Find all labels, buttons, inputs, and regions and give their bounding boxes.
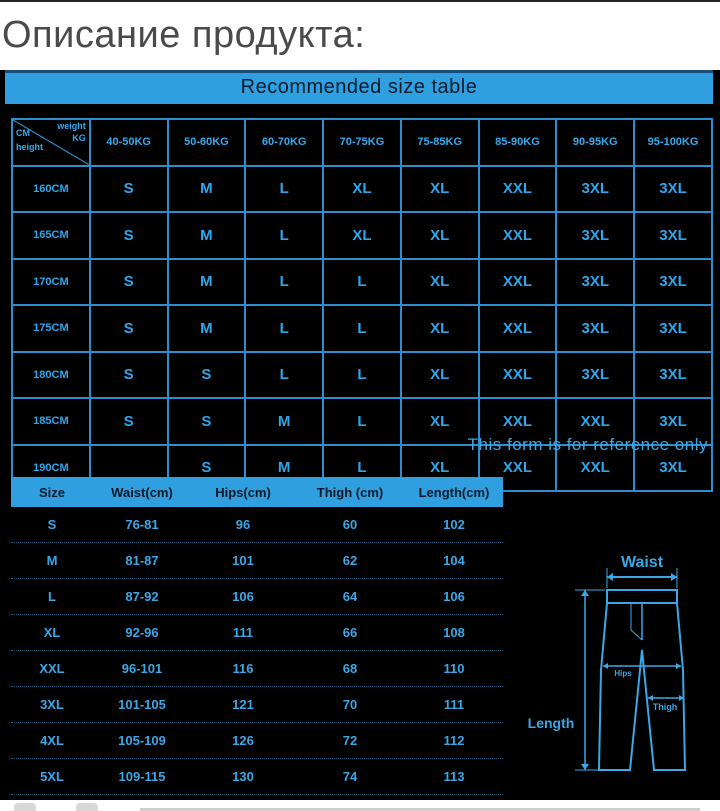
size-cell: XL — [401, 305, 479, 352]
page-header — [0, 0, 720, 70]
weight-column-header: 60-70KG — [245, 119, 323, 166]
measurement-row — [11, 759, 503, 795]
thigh-value: 74 — [342, 769, 358, 784]
size-cell: XL — [323, 166, 401, 213]
thigh-label: Thigh — [652, 702, 678, 712]
size-cell: S — [90, 212, 168, 259]
bottom-strip — [0, 800, 720, 811]
size-cell: L — [323, 445, 401, 492]
size-table-row — [12, 259, 712, 306]
weight-column-header: 40-50KG — [90, 119, 168, 166]
size-cell: L — [245, 259, 323, 306]
length-value: 108 — [443, 625, 465, 640]
size-cell: M — [168, 259, 246, 306]
measurement-row — [11, 651, 503, 687]
thigh-value: 66 — [342, 625, 358, 640]
weight-column-header: 50-60KG — [168, 119, 246, 166]
size-cell: XXL — [479, 305, 557, 352]
header-hips: Hips(cm) — [215, 484, 271, 500]
waist-label: Waist — [620, 554, 664, 571]
size-cell: 3XL — [634, 398, 712, 445]
size-cell: S — [168, 352, 246, 399]
size-cell: 3XL — [634, 212, 712, 259]
size-cell: XL — [401, 352, 479, 399]
measurement-row — [11, 579, 503, 615]
size-cell: 3XL — [556, 166, 634, 213]
corner-weight: weight — [57, 121, 86, 131]
size-table-row — [12, 352, 712, 399]
waist-value: 87-92 — [125, 589, 159, 604]
size-cell: L — [323, 305, 401, 352]
height-row-label: 190CM — [12, 445, 90, 492]
size-cell: S — [90, 305, 168, 352]
size-cell: M — [168, 166, 246, 213]
length-value: 102 — [443, 517, 465, 532]
size-cell: S — [90, 166, 168, 213]
size-table-row — [12, 305, 712, 352]
height-row-label: 175CM — [12, 305, 90, 352]
thigh-value: 72 — [342, 733, 358, 748]
size-cell: M — [245, 398, 323, 445]
size-cell: XXL — [479, 398, 557, 445]
height-row-label: 180CM — [12, 352, 90, 399]
length-value: 104 — [443, 553, 465, 568]
height-row-label: 185CM — [12, 398, 90, 445]
hips-value: 111 — [232, 625, 254, 640]
size-cell: M — [245, 445, 323, 492]
measurement-row — [11, 723, 503, 759]
size-cell: S — [90, 259, 168, 306]
hips-value: 106 — [232, 589, 254, 604]
size-value: XL — [43, 625, 61, 640]
measurement-row — [11, 615, 503, 651]
thigh-value: 64 — [342, 589, 358, 604]
size-cell: L — [323, 259, 401, 306]
size-cell: XXL — [556, 398, 634, 445]
size-value: L — [48, 589, 56, 604]
hips-value: 116 — [232, 661, 254, 676]
pants-diagram — [515, 470, 715, 790]
thigh-value: 60 — [342, 517, 358, 532]
corner-height: height — [16, 142, 43, 152]
size-cell: L — [245, 352, 323, 399]
size-cell: S — [168, 445, 246, 492]
header-size: Size — [38, 484, 65, 500]
page-title: Описание продукта: — [2, 14, 366, 56]
hips-value: 101 — [232, 553, 254, 568]
size-cell: 3XL — [634, 259, 712, 306]
size-value: 4XL — [40, 733, 64, 748]
waist-value: 76-81 — [125, 517, 159, 532]
size-cell: 3XL — [556, 259, 634, 306]
waist-value: 81-87 — [125, 553, 159, 568]
hips-value: 126 — [232, 733, 254, 748]
size-cell: L — [323, 352, 401, 399]
measurement-row — [11, 543, 503, 579]
thigh-value: 62 — [342, 553, 358, 568]
waist-value: 96-101 — [121, 661, 163, 676]
size-cell: 3XL — [634, 352, 712, 399]
length-label: Length — [527, 715, 575, 731]
size-value: 3XL — [40, 697, 64, 712]
size-cell: XXL — [479, 212, 557, 259]
size-cell: XL — [323, 212, 401, 259]
weight-column-header: 95-100KG — [634, 119, 712, 166]
size-cell: XXL — [479, 352, 557, 399]
hips-label: Hips — [614, 669, 632, 678]
size-cell: XL — [401, 259, 479, 306]
size-cell: 3XL — [634, 445, 712, 492]
thumbnail-indicator[interactable] — [76, 803, 98, 811]
size-cell: L — [245, 212, 323, 259]
size-table-corner-cell — [12, 119, 90, 166]
size-cell: S — [90, 352, 168, 399]
size-cell: M — [168, 305, 246, 352]
size-cell: XXL — [479, 445, 557, 492]
reference-note: This form is for reference only — [467, 435, 708, 454]
size-cell: 3XL — [556, 352, 634, 399]
height-row-label: 170CM — [12, 259, 90, 306]
corner-cm: CM — [16, 128, 30, 138]
hips-value: 121 — [232, 697, 254, 712]
length-value: 106 — [443, 589, 465, 604]
size-cell: L — [245, 166, 323, 213]
weight-column-header: 70-75KG — [323, 119, 401, 166]
size-table-header-row — [12, 119, 712, 166]
height-row-label: 160CM — [12, 166, 90, 213]
size-chart-image — [0, 70, 720, 800]
size-cell: XL — [401, 166, 479, 213]
size-value: 5XL — [40, 769, 64, 784]
length-value: 112 — [443, 733, 465, 748]
hips-value: 130 — [232, 769, 254, 784]
weight-column-header: 75-85KG — [401, 119, 479, 166]
size-cell: S — [90, 398, 168, 445]
size-table-banner: Recommended size table — [5, 70, 713, 104]
size-cell: XL — [401, 445, 479, 492]
size-cell: M — [168, 212, 246, 259]
size-value: S — [47, 517, 57, 532]
size-table-row — [12, 166, 712, 213]
measurement-row — [11, 687, 503, 723]
size-value: M — [46, 553, 58, 568]
measurement-table-header — [11, 477, 503, 507]
size-cell: XXL — [479, 259, 557, 306]
size-cell: XXL — [479, 166, 557, 213]
measurement-table-body — [11, 507, 503, 795]
size-cell: XXL — [556, 445, 634, 492]
header-length: Length(cm) — [418, 484, 490, 500]
hips-value: 96 — [235, 517, 251, 532]
size-cell: 3XL — [634, 166, 712, 213]
size-cell: 3XL — [556, 212, 634, 259]
size-cell: XL — [401, 398, 479, 445]
thigh-value: 70 — [342, 697, 358, 712]
waist-value: 109-115 — [118, 769, 166, 784]
size-cell: XL — [401, 212, 479, 259]
size-cell: 3XL — [634, 305, 712, 352]
size-cell: S — [168, 398, 246, 445]
length-value: 111 — [443, 697, 465, 712]
size-value: XXL — [39, 661, 65, 676]
waist-value: 101-105 — [118, 697, 166, 712]
header-waist: Waist(cm) — [111, 484, 173, 500]
size-cell: L — [245, 305, 323, 352]
waist-value: 105-109 — [118, 733, 166, 748]
weight-column-header: 85-90KG — [479, 119, 557, 166]
thigh-value: 68 — [342, 661, 358, 676]
size-cell: 3XL — [556, 305, 634, 352]
weight-column-header: 90-95KG — [556, 119, 634, 166]
length-value: 110 — [443, 661, 465, 676]
length-value: 113 — [443, 769, 465, 784]
waist-value: 92-96 — [125, 625, 159, 640]
measurement-row — [11, 507, 503, 543]
height-row-label: 165CM — [12, 212, 90, 259]
size-table-row — [12, 212, 712, 259]
corner-kg: KG — [72, 133, 86, 143]
header-thigh: Thigh (cm) — [316, 484, 384, 500]
size-cell: L — [323, 398, 401, 445]
thumbnail-indicator[interactable] — [14, 803, 36, 811]
